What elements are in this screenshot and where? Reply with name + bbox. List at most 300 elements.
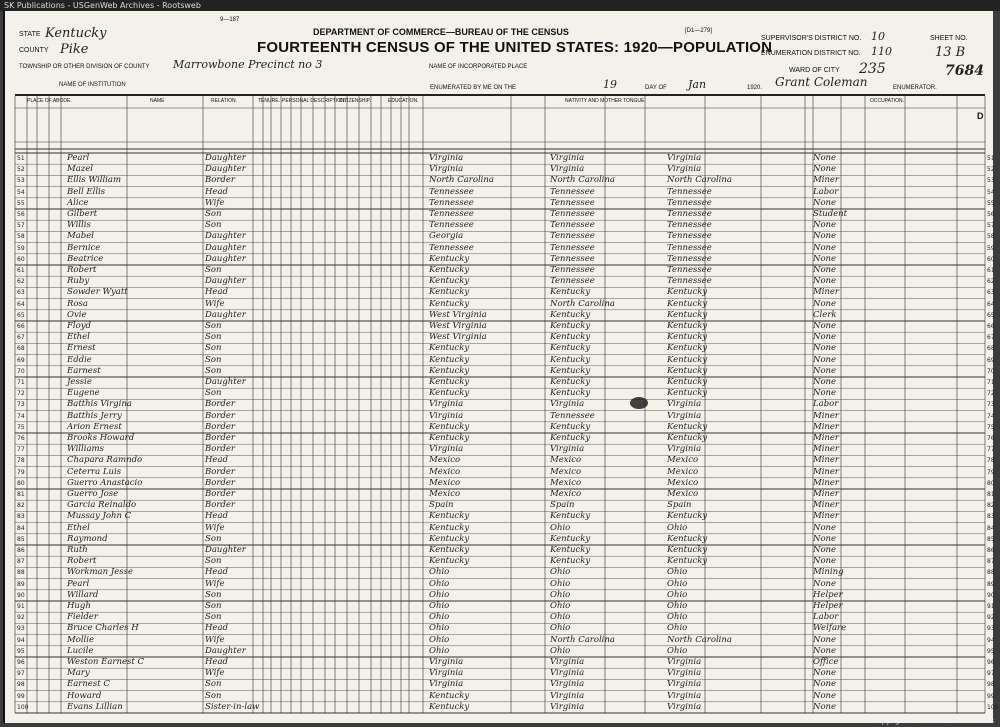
cell-relation: Daughter bbox=[205, 253, 246, 264]
cell-occupation: None bbox=[813, 578, 837, 589]
cell-father-birthplace: Kentucky bbox=[550, 287, 591, 298]
cell-occupation: Student bbox=[813, 209, 848, 219]
cell-relation: Daughter bbox=[205, 645, 246, 656]
cell-relation: Son bbox=[205, 343, 222, 354]
row-number-right: 88 bbox=[987, 569, 995, 577]
cell-name: Willard bbox=[67, 589, 99, 600]
cell-mother-birthplace: Tennessee bbox=[667, 253, 712, 264]
row-number: 67 bbox=[17, 334, 25, 342]
cell-birthplace: Virginia bbox=[429, 444, 464, 455]
cell-birthplace: Kentucky bbox=[429, 354, 470, 365]
cell-relation: Daughter bbox=[205, 545, 246, 555]
cell-birthplace: Ohio bbox=[429, 645, 450, 656]
ward-label: WARD OF CITY bbox=[789, 67, 840, 74]
cell-name: Weston Earnest C bbox=[67, 657, 144, 667]
cell-mother-birthplace: Kentucky bbox=[667, 388, 708, 399]
cell-name: Arion Ernest bbox=[67, 421, 122, 432]
cell-occupation: None bbox=[813, 231, 837, 242]
row-number: 75 bbox=[17, 423, 25, 431]
row-number-right: 70 bbox=[987, 367, 995, 375]
cell-name: Ellis William bbox=[67, 175, 122, 186]
cell-relation: Border bbox=[205, 500, 235, 511]
township-label: TOWNSHIP OR OTHER DIVISION OF COUNTY bbox=[19, 64, 150, 70]
cell-relation: Wife bbox=[205, 522, 225, 533]
cell-name: Willis bbox=[67, 220, 91, 231]
row-number-right: 72 bbox=[987, 390, 995, 398]
cell-father-birthplace: Kentucky bbox=[550, 511, 591, 522]
cell-relation: Son bbox=[205, 533, 222, 544]
cell-occupation: Miner bbox=[813, 421, 839, 432]
row-number-right: 94 bbox=[987, 636, 995, 644]
row-number: 81 bbox=[17, 491, 25, 498]
row-number: 98 bbox=[17, 681, 25, 689]
cell-birthplace: Ohio bbox=[429, 578, 450, 589]
cell-name: Robert bbox=[67, 556, 97, 567]
cell-mother-birthplace: Tennessee bbox=[667, 242, 712, 253]
cell-father-birthplace: Virginia bbox=[550, 701, 585, 712]
cell-mother-birthplace: Ohio bbox=[667, 522, 688, 533]
incorporated-label: NAME OF INCORPORATED PLACE bbox=[429, 64, 528, 70]
cell-relation: Sister-in-law bbox=[205, 701, 260, 712]
cell-birthplace: Virginia bbox=[429, 657, 464, 667]
cell-mother-birthplace: Mexico bbox=[667, 455, 699, 466]
supervisor-label: SUPERVISOR'S DISTRICT NO. bbox=[761, 35, 862, 42]
cell-birthplace: West Virginia bbox=[429, 309, 487, 320]
row-number: 97 bbox=[17, 670, 25, 678]
cell-occupation: None bbox=[813, 242, 837, 253]
cell-father-birthplace: Kentucky bbox=[550, 343, 591, 354]
cell-mother-birthplace: Kentucky bbox=[667, 377, 708, 387]
census-grid bbox=[5, 11, 995, 723]
cell-father-birthplace: Tennessee bbox=[550, 231, 595, 242]
cell-name: Williams bbox=[67, 444, 104, 455]
row-number-right: 64 bbox=[987, 300, 995, 308]
cell-father-birthplace: Virginia bbox=[550, 657, 585, 667]
county-value: Pike bbox=[60, 42, 89, 57]
cell-name: Ernest bbox=[67, 343, 96, 354]
cell-mother-birthplace: Kentucky bbox=[667, 332, 708, 343]
section-relation: RELATION. bbox=[211, 98, 238, 104]
row-number: 83 bbox=[17, 513, 25, 521]
cell-birthplace: Virginia bbox=[429, 410, 464, 421]
row-number-right: 98 bbox=[987, 681, 995, 689]
cell-relation: Border bbox=[205, 399, 235, 410]
row-number-right: 76 bbox=[987, 435, 995, 442]
cell-occupation: None bbox=[813, 701, 837, 712]
sheet-value: 13 B bbox=[935, 45, 966, 60]
cell-birthplace: Mexico bbox=[429, 477, 461, 488]
cell-mother-birthplace: Virginia bbox=[667, 164, 702, 175]
row-number-right: 87 bbox=[987, 558, 995, 566]
enumerated-month: Jan bbox=[688, 78, 707, 91]
cell-name: Guerro Jose bbox=[67, 489, 119, 499]
cell-mother-birthplace: Virginia bbox=[667, 657, 702, 667]
row-number-right: 60 bbox=[987, 255, 995, 263]
row-number-right: 55 bbox=[987, 199, 995, 207]
cell-mother-birthplace: North Carolina bbox=[667, 175, 732, 186]
cell-father-birthplace: Mexico bbox=[550, 489, 582, 499]
cell-occupation: None bbox=[813, 343, 837, 354]
cell-relation: Border bbox=[205, 477, 235, 488]
row-number: 54 bbox=[17, 188, 25, 196]
cell-father-birthplace: Tennessee bbox=[550, 276, 595, 287]
cell-relation: Son bbox=[205, 265, 222, 275]
row-number: 92 bbox=[17, 614, 25, 622]
cell-name: Ethel bbox=[67, 332, 90, 343]
cell-name: Rosa bbox=[67, 298, 88, 309]
cell-father-birthplace: Kentucky bbox=[550, 388, 591, 399]
cell-relation: Son bbox=[205, 321, 222, 331]
row-number: 77 bbox=[17, 446, 25, 454]
row-number: 70 bbox=[17, 367, 25, 375]
row-number-right: 53 bbox=[987, 177, 995, 185]
cell-name: Mary bbox=[67, 668, 90, 679]
township-value: Marrowbone Precinct no 3 bbox=[173, 58, 323, 71]
cell-relation: Son bbox=[205, 388, 222, 399]
cell-father-birthplace: Ohio bbox=[550, 623, 571, 634]
cell-relation: Son bbox=[205, 354, 222, 365]
cell-birthplace: Ohio bbox=[429, 601, 450, 611]
state-value: Kentucky bbox=[45, 26, 107, 41]
row-number: 57 bbox=[17, 222, 25, 230]
cell-father-birthplace: Ohio bbox=[550, 578, 571, 589]
cell-name: Ovie bbox=[67, 309, 87, 320]
cell-occupation: Miner bbox=[813, 455, 839, 466]
cell-name: Garcia Reinaldo bbox=[67, 500, 137, 511]
cell-name: Hugh bbox=[67, 601, 91, 611]
row-number-right: 71 bbox=[987, 379, 995, 386]
cell-father-birthplace: Virginia bbox=[550, 399, 585, 410]
cell-occupation: Miner bbox=[813, 477, 839, 488]
enumeration-value: 110 bbox=[871, 45, 892, 58]
row-number: 78 bbox=[17, 457, 25, 465]
cell-birthplace: Ohio bbox=[429, 623, 450, 634]
cell-father-birthplace: Virginia bbox=[550, 164, 585, 175]
cell-name: Guerro Anastacio bbox=[67, 477, 143, 488]
year-label: 1920. bbox=[747, 85, 763, 91]
cell-relation: Son bbox=[205, 220, 222, 231]
row-number: 96 bbox=[17, 659, 25, 666]
cell-name: Ethel bbox=[67, 522, 90, 533]
cell-birthplace: West Virginia bbox=[429, 321, 487, 331]
cell-occupation: None bbox=[813, 668, 837, 679]
cell-occupation: None bbox=[813, 533, 837, 544]
cell-birthplace: Kentucky bbox=[429, 343, 470, 354]
cell-relation: Son bbox=[205, 601, 222, 611]
cell-birthplace: Kentucky bbox=[429, 421, 470, 432]
cell-birthplace: Kentucky bbox=[429, 265, 470, 275]
cell-occupation: None bbox=[813, 332, 837, 343]
cell-relation: Wife bbox=[205, 578, 225, 589]
cell-mother-birthplace: Tennessee bbox=[667, 265, 712, 275]
row-number: 51 bbox=[17, 155, 25, 162]
cell-occupation: None bbox=[813, 153, 837, 163]
cell-occupation: Mining bbox=[813, 567, 844, 578]
cell-mother-birthplace: Virginia bbox=[667, 444, 702, 455]
cell-father-birthplace: North Carolina bbox=[550, 175, 615, 186]
cell-father-birthplace: Virginia bbox=[550, 668, 585, 679]
row-number-right: 56 bbox=[987, 211, 995, 218]
state-label: STATE bbox=[19, 31, 41, 38]
row-number: 95 bbox=[17, 647, 25, 655]
cell-mother-birthplace: Ohio bbox=[667, 567, 688, 578]
cell-mother-birthplace: Mexico bbox=[667, 466, 699, 477]
row-number-right: 91 bbox=[987, 603, 995, 610]
cell-father-birthplace: Kentucky bbox=[550, 433, 591, 443]
cell-father-birthplace: Tennessee bbox=[550, 265, 595, 275]
enumeration-label: ENUMERATION DISTRICT NO. bbox=[761, 50, 861, 57]
cell-birthplace: Kentucky bbox=[429, 287, 470, 298]
row-number: 58 bbox=[17, 233, 25, 241]
cell-birthplace: Kentucky bbox=[429, 365, 470, 376]
cell-birthplace: Virginia bbox=[429, 153, 464, 163]
cell-mother-birthplace: Kentucky bbox=[667, 343, 708, 354]
cell-father-birthplace: Ohio bbox=[550, 612, 571, 623]
cell-birthplace: Kentucky bbox=[429, 276, 470, 287]
county-label: COUNTY bbox=[19, 47, 49, 54]
row-number: 88 bbox=[17, 569, 25, 577]
cell-relation: Wife bbox=[205, 197, 225, 208]
cell-birthplace: Kentucky bbox=[429, 690, 470, 701]
cell-birthplace: Kentucky bbox=[429, 522, 470, 533]
cell-father-birthplace: Tennessee bbox=[550, 220, 595, 231]
cell-father-birthplace: Mexico bbox=[550, 477, 582, 488]
cell-relation: Daughter bbox=[205, 231, 246, 242]
row-number-right: 52 bbox=[987, 166, 995, 174]
department: DEPARTMENT OF COMMERCE—BUREAU OF THE CENSUS bbox=[313, 27, 569, 37]
cell-relation: Son bbox=[205, 690, 222, 701]
cell-birthplace: Kentucky bbox=[429, 253, 470, 264]
cell-name: Robert bbox=[67, 265, 97, 275]
row-number-right: 83 bbox=[987, 513, 995, 521]
cell-name: Lucile bbox=[67, 645, 94, 656]
cell-mother-birthplace: Ohio bbox=[667, 601, 688, 611]
cell-occupation: None bbox=[813, 164, 837, 175]
row-number: 87 bbox=[17, 558, 25, 566]
cell-father-birthplace: Kentucky bbox=[550, 533, 591, 544]
cell-occupation: None bbox=[813, 377, 837, 387]
cell-mother-birthplace: Kentucky bbox=[667, 298, 708, 309]
cell-birthplace: Tennessee bbox=[429, 242, 474, 253]
cell-occupation: Miner bbox=[813, 466, 839, 477]
section-place-of-abode: PLACE OF ABODE. bbox=[27, 98, 72, 104]
cell-birthplace: Ohio bbox=[429, 567, 450, 578]
row-number-right: 86 bbox=[987, 547, 995, 554]
row-number-right: 62 bbox=[987, 278, 995, 286]
cell-name: Raymond bbox=[67, 533, 108, 544]
cell-mother-birthplace: Virginia bbox=[667, 701, 702, 712]
cell-birthplace: Mexico bbox=[429, 455, 461, 466]
cell-birthplace: Kentucky bbox=[429, 545, 470, 555]
section-tenure: TENURE. bbox=[258, 98, 280, 104]
cell-relation: Head bbox=[205, 287, 228, 298]
cell-mother-birthplace: Tennessee bbox=[667, 197, 712, 208]
day-of-label: DAY OF bbox=[645, 85, 667, 91]
cell-relation: Border bbox=[205, 444, 235, 455]
cell-name: Eugene bbox=[67, 388, 100, 399]
row-number-right: 96 bbox=[987, 659, 995, 666]
cell-relation: Son bbox=[205, 589, 222, 600]
cell-father-birthplace: Tennessee bbox=[550, 209, 595, 219]
cell-name: Ceterra Luis bbox=[67, 466, 122, 477]
row-number-right: 75 bbox=[987, 423, 995, 431]
cell-mother-birthplace: Virginia bbox=[667, 399, 702, 410]
cell-relation: Head bbox=[205, 567, 228, 578]
cell-occupation: Labor bbox=[813, 186, 839, 197]
cell-birthplace: Tennessee bbox=[429, 186, 474, 197]
cell-occupation: None bbox=[813, 220, 837, 231]
cell-name: Brooks Howard bbox=[67, 433, 135, 443]
row-number-right: 63 bbox=[987, 289, 995, 297]
cell-father-birthplace: Tennessee bbox=[550, 186, 595, 197]
cell-father-birthplace: Ohio bbox=[550, 567, 571, 578]
row-number: 79 bbox=[17, 468, 25, 476]
row-number-right: 78 bbox=[987, 457, 995, 465]
cell-birthplace: Kentucky bbox=[429, 701, 470, 712]
cell-occupation: Miner bbox=[813, 489, 839, 499]
cell-occupation: Labor bbox=[813, 399, 839, 410]
row-number: 72 bbox=[17, 390, 25, 398]
cell-relation: Son bbox=[205, 209, 222, 219]
cell-mother-birthplace: Kentucky bbox=[667, 556, 708, 567]
cell-occupation: None bbox=[813, 645, 837, 656]
cell-mother-birthplace: Kentucky bbox=[667, 309, 708, 320]
cell-father-birthplace: Tennessee bbox=[550, 253, 595, 264]
cell-relation: Daughter bbox=[205, 276, 246, 287]
enumerated-label: ENUMERATED BY ME ON THE bbox=[430, 85, 517, 91]
cell-relation: Border bbox=[205, 433, 235, 443]
cell-mother-birthplace: Ohio bbox=[667, 578, 688, 589]
cell-name: Batthis Jerry bbox=[67, 410, 122, 421]
row-number: 56 bbox=[17, 211, 25, 218]
cell-relation: Wife bbox=[205, 634, 225, 645]
cell-birthplace: Ohio bbox=[429, 589, 450, 600]
cell-mother-birthplace: Kentucky bbox=[667, 545, 708, 555]
cell-name: Sowder Wyatt bbox=[67, 287, 128, 298]
row-number: 80 bbox=[17, 479, 25, 487]
cell-name: Chapara Ramndo bbox=[67, 455, 143, 466]
row-number: 82 bbox=[17, 502, 25, 510]
cell-occupation: Helper bbox=[813, 589, 843, 600]
cell-father-birthplace: Kentucky bbox=[550, 365, 591, 376]
page-stamp: 235 bbox=[859, 61, 886, 77]
cell-relation: Head bbox=[205, 511, 228, 522]
cell-birthplace: Kentucky bbox=[429, 298, 470, 309]
row-number-right: 85 bbox=[987, 535, 995, 543]
cell-relation: Head bbox=[205, 657, 228, 667]
cell-father-birthplace: Kentucky bbox=[550, 556, 591, 567]
cell-father-birthplace: Kentucky bbox=[550, 321, 591, 331]
cell-name: Eddie bbox=[67, 354, 92, 365]
right-margin-letter: D bbox=[977, 111, 984, 121]
copyright: Copyright © 1999 S-K Publications bbox=[872, 717, 994, 725]
row-number: 62 bbox=[17, 278, 25, 286]
cell-relation: Border bbox=[205, 410, 235, 421]
row-number: 55 bbox=[17, 199, 25, 207]
row-number-right: 90 bbox=[987, 591, 995, 599]
cell-occupation: Welfare bbox=[813, 623, 847, 634]
cell-mother-birthplace: Ohio bbox=[667, 589, 688, 600]
cell-birthplace: Kentucky bbox=[429, 511, 470, 522]
row-number-right: 65 bbox=[987, 311, 995, 319]
enumerator-name: Grant Coleman bbox=[775, 75, 868, 89]
cell-birthplace: Ohio bbox=[429, 612, 450, 623]
row-number-right: 69 bbox=[987, 356, 995, 364]
cell-occupation: Miner bbox=[813, 287, 839, 298]
cell-father-birthplace: Ohio bbox=[550, 645, 571, 656]
cell-mother-birthplace: Kentucky bbox=[667, 321, 708, 331]
cell-occupation: None bbox=[813, 298, 837, 309]
cell-occupation: None bbox=[813, 388, 837, 399]
cell-occupation: Labor bbox=[813, 612, 839, 623]
cell-father-birthplace: North Carolina bbox=[550, 634, 615, 645]
cell-name: Workman Jesse bbox=[67, 567, 133, 578]
row-number: 86 bbox=[17, 547, 25, 554]
cell-name: Mollie bbox=[67, 634, 95, 645]
row-number: 85 bbox=[17, 535, 25, 543]
cell-occupation: Miner bbox=[813, 433, 839, 443]
cell-mother-birthplace: Virginia bbox=[667, 153, 702, 163]
institution-label: NAME OF INSTITUTION bbox=[59, 82, 126, 88]
row-number-right: 59 bbox=[987, 244, 995, 252]
cell-name: Bell Ellis bbox=[67, 186, 106, 197]
cell-mother-birthplace: Ohio bbox=[667, 645, 688, 656]
cell-father-birthplace: Kentucky bbox=[550, 421, 591, 432]
cell-name: Jessie bbox=[67, 377, 92, 387]
cell-father-birthplace: Tennessee bbox=[550, 242, 595, 253]
cell-occupation: None bbox=[813, 556, 837, 567]
row-number-right: 95 bbox=[987, 647, 995, 655]
row-number-right: 82 bbox=[987, 502, 995, 510]
cell-relation: Son bbox=[205, 556, 222, 567]
row-number: 94 bbox=[17, 636, 25, 644]
cell-name: Earnest bbox=[67, 365, 101, 376]
cell-relation: Daughter bbox=[205, 242, 246, 253]
cell-relation: Son bbox=[205, 612, 222, 623]
cell-birthplace: Georgia bbox=[429, 231, 464, 242]
cell-birthplace: West Virginia bbox=[429, 332, 487, 343]
cell-name: Fielder bbox=[67, 612, 98, 623]
cell-occupation: Miner bbox=[813, 511, 839, 522]
cell-father-birthplace: Virginia bbox=[550, 153, 585, 163]
cell-name: Floyd bbox=[67, 321, 91, 331]
row-number: 89 bbox=[17, 580, 25, 588]
cell-birthplace: Virginia bbox=[429, 399, 464, 410]
cell-birthplace: Tennessee bbox=[429, 220, 474, 231]
cell-relation: Daughter bbox=[205, 153, 246, 163]
row-number-right: 84 bbox=[987, 524, 995, 532]
cell-birthplace: Virginia bbox=[429, 164, 464, 175]
cell-relation: Daughter bbox=[205, 309, 246, 320]
cell-occupation: Miner bbox=[813, 175, 839, 186]
cell-occupation: None bbox=[813, 354, 837, 365]
cell-birthplace: Spain bbox=[429, 500, 454, 511]
cell-name: Batthis Virgina bbox=[67, 399, 132, 410]
cell-occupation: Miner bbox=[813, 410, 839, 421]
enumerated-day: 19 bbox=[603, 78, 617, 91]
row-number: 60 bbox=[17, 255, 25, 263]
cell-occupation: None bbox=[813, 545, 837, 555]
browser-bar: SK Publications - USGenWeb Archives - Rootsweb bbox=[0, 0, 1000, 11]
cell-name: Ruth bbox=[67, 545, 88, 555]
cell-father-birthplace: Ohio bbox=[550, 601, 571, 611]
cell-father-birthplace: Spain bbox=[550, 500, 575, 511]
row-number-right: 68 bbox=[987, 345, 995, 353]
row-number: 68 bbox=[17, 345, 25, 353]
cell-occupation: None bbox=[813, 197, 837, 208]
cell-birthplace: Kentucky bbox=[429, 556, 470, 567]
cell-father-birthplace: Mexico bbox=[550, 466, 582, 477]
